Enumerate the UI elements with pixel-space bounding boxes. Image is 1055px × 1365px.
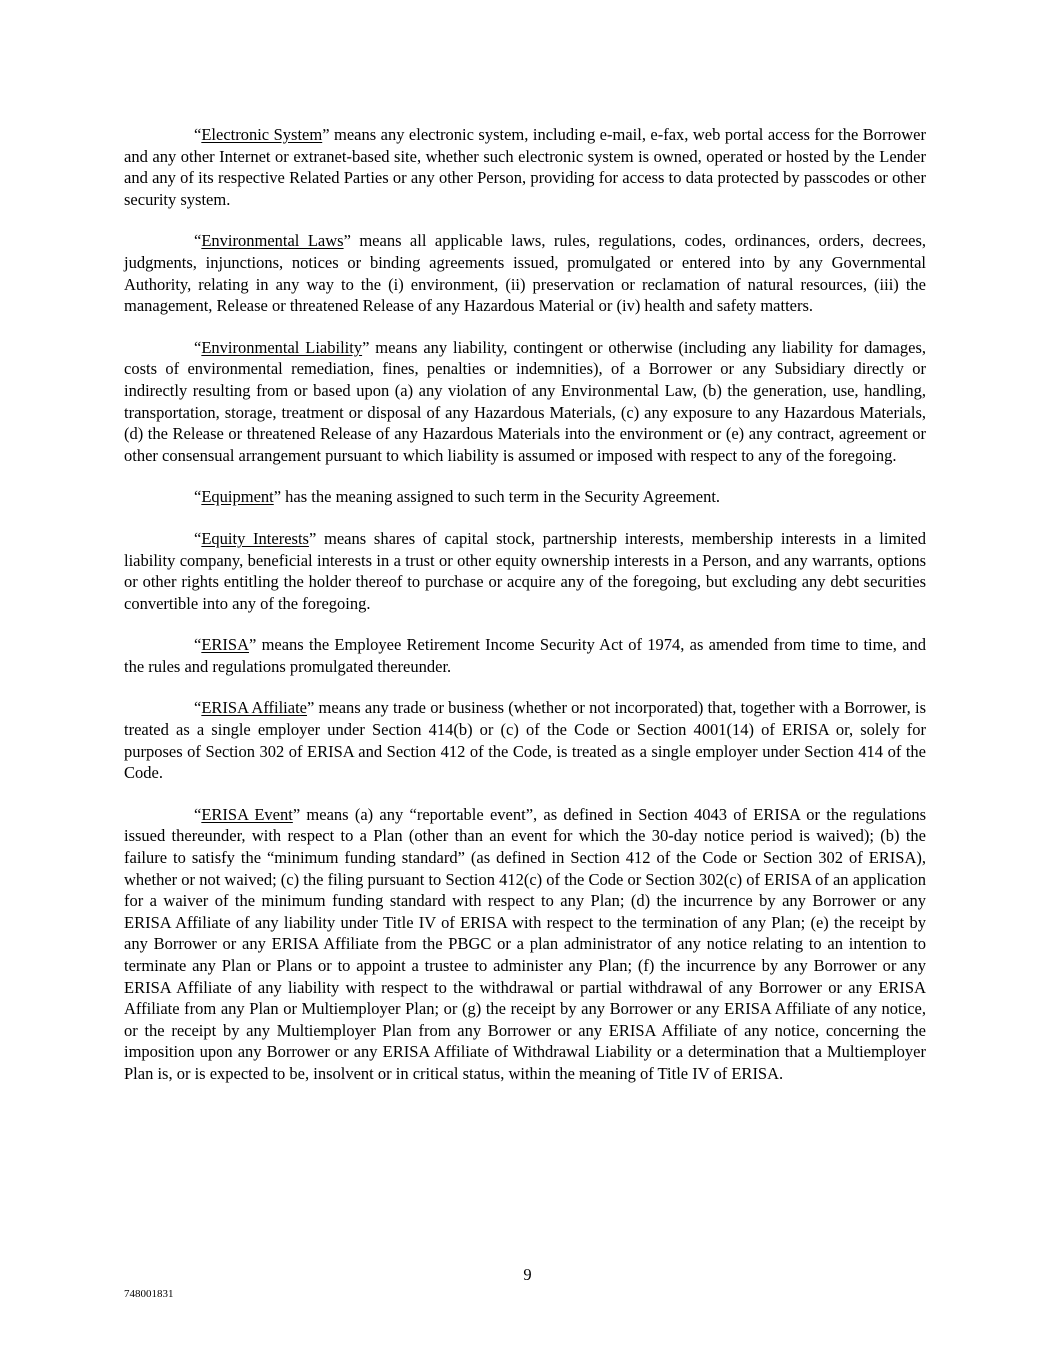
definition-equity-interests: [124, 528, 926, 614]
document-body: [124, 124, 926, 1105]
definition-text: ” means any trade or business (whether or not incorporated) that, together with a Borrower, is treated as a single employer under Section 414(b) or (c) of the Code or Section 4001(14) of ERISA or, solely for purposes of Section 302 of ERISA and Section 412 of the Code, is treated as a single employer under Section 414 of the Code.: [124, 698, 926, 783]
defined-term: ERISA Event: [201, 804, 293, 824]
open-quote: “: [194, 337, 202, 357]
definition-environmental-laws: [124, 230, 926, 316]
definition-electronic-system: [124, 124, 926, 210]
defined-term: ERISA: [201, 635, 249, 655]
defined-term: Electronic System: [201, 125, 323, 144]
open-quote: “: [194, 231, 202, 251]
open-quote: “: [194, 125, 202, 144]
open-quote: “: [194, 698, 202, 718]
definition-text: ” has the meaning assigned to such term in the Security Agreement.: [273, 487, 721, 507]
definition-text: ” means any liability, contingent or otherwise (including any liability for damages, costs of environmental remediation, fines, penalties or indemnities), of a Borrower or any Subsidiary directly or indirectly resulting from or based upon (a) any violation of any Environmental Law, (b) the generation, use, handling, transportation, storage, treatment or disposal of any Hazardous Materials, (c) any exposure to any Hazardous Materials, (d) the Release or threatened Release of any Hazardous Materials into the environment or (e) any contract, agreement or other consensual arrangement pursuant to which liability is assumed or imposed with respect to any of the foregoing.: [124, 337, 926, 465]
definition-environmental-liability: [124, 337, 926, 467]
document-id: 748001831: [124, 1288, 174, 1300]
definition-text: ” means shares of capital stock, partnership interests, membership interests in a limited liability company, beneficial interests in a trust or other equity ownership interests in a Person, and any warrants, options or other rights entitling the holder thereof to purchase or acquire any of the foregoing, but excluding any debt securities convertible into any of the foregoing.: [124, 528, 926, 613]
defined-term: Equipment: [201, 487, 274, 507]
definition-erisa-affiliate: [124, 697, 926, 783]
open-quote: “: [194, 487, 202, 507]
definition-erisa: [124, 634, 926, 677]
defined-term: Environmental Laws: [201, 231, 344, 251]
defined-term: Equity Interests: [201, 528, 309, 548]
open-quote: “: [194, 635, 202, 655]
defined-term: Environmental Liability: [201, 337, 363, 357]
definition-text: ” means (a) any “reportable event”, as defined in Section 4043 of ERISA or the regulations issued thereunder, with respect to a Plan (other than an event for which the 30-day notice period is waived); (b) the failure to satisfy the “minimum funding standard” (as defined in Section 412 of the Code or Section 302 of ERISA), whether or not waived; (c) the filing pursuant to Section 412(c) of the Code or Section 302(c) of ERISA of an application for a waiver of the minimum funding standard with respect to any Plan; (d) the incurrence by any Borrower or any ERISA Affiliate of any liability under Title IV of ERISA with respect to the termination of any Plan; (e) the receipt by any Borrower or any ERISA Affiliate from the PBGC or a plan administrator of any notice relating to an intention to terminate any Plan or Plans or to appoint a trustee to administer any Plan; (f) the incurrence by any Borrower or any ERISA Affiliate of any liability with respect to the withdrawal or partial withdrawal of any Borrower or any ERISA Affiliate from any Plan or Multiemployer Plan; or (g) the receipt by any Borrower or any ERISA Affiliate of any notice, or the receipt by any Multiemployer Plan from any Borrower or any ERISA Affiliate of any notice, concerning the imposition upon any Borrower or any ERISA Affiliate of Withdrawal Liability or a determination that a Multiemployer Plan is, or is expected to be, insolvent or in critical status, within the meaning of Title IV of ERISA.: [124, 804, 927, 1083]
definition-text: ” means any electronic system, including e-mail, e-fax, web portal access for the Borrower and any other Internet or extranet-based site, whether such electronic system is owned, operated or hosted by the Lender and any of its respective Related Parties or any other Person, providing for access to data protected by passcodes or other security system.: [124, 125, 926, 209]
definition-text: ” means all applicable laws, rules, regulations, codes, ordinances, orders, decrees, judgments, injunctions, notices or binding agreements issued, promulgated or entered into by any Governmental Authority, relating in any way to the (i) environment, (ii) preservation or reclamation of natural resources, (iii) the management, Release or threatened Release of any Hazardous Material or (iv) health and safety matters.: [124, 231, 927, 316]
definition-erisa-event: [124, 804, 926, 1085]
definition-text: ” means the Employee Retirement Income Security Act of 1974, as amended from time to time, and the rules and regulations promulgated thereunder.: [124, 635, 926, 676]
open-quote: “: [194, 804, 202, 824]
definition-equipment: [124, 486, 926, 508]
open-quote: “: [194, 528, 202, 548]
page-number: 9: [523, 1265, 532, 1284]
defined-term: ERISA Affiliate: [201, 698, 307, 718]
